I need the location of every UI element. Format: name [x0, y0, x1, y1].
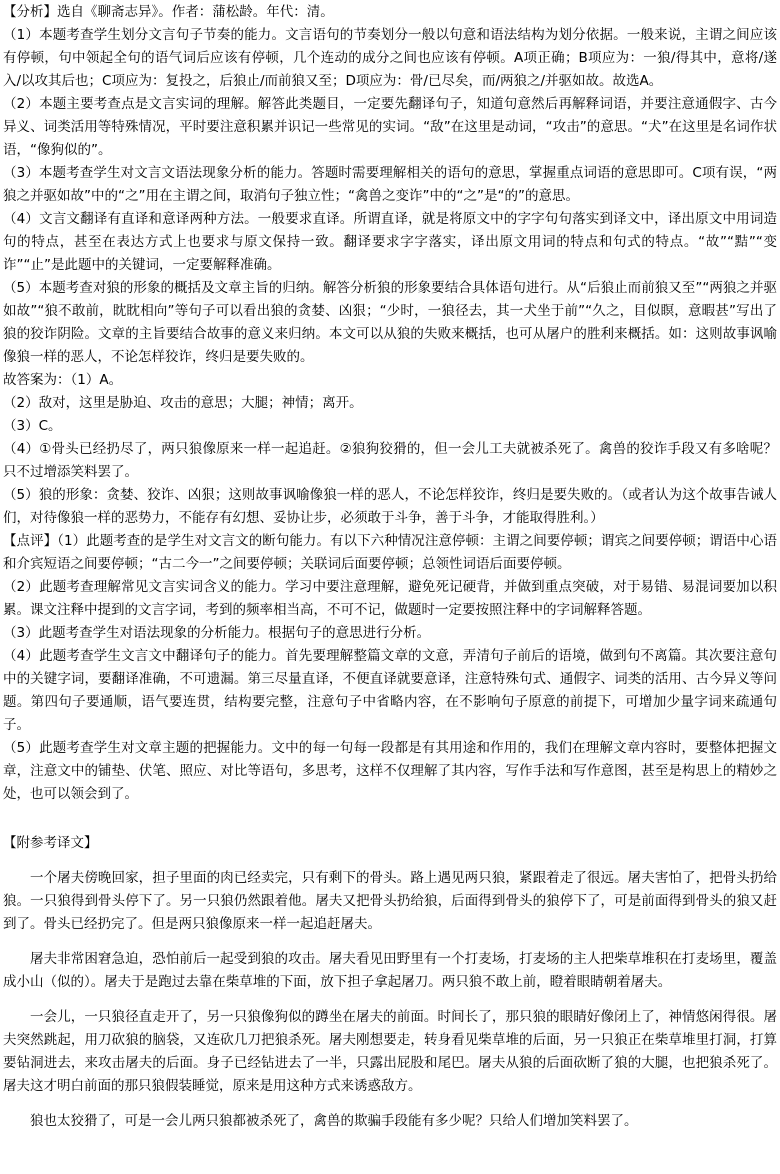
- section-spacer: [3, 806, 777, 832]
- answer-4: （4）①骨头已经扔尽了，两只狼像原来一样一起追赶。②狼狗狡猾的，但一会儿工夫就被杀死了。禽兽的狡诈手段又有多啥呢？只不过增添笑料罢了。: [3, 441, 777, 480]
- paragraph-spacer: [3, 994, 777, 1006]
- comment-section: [3, 530, 777, 806]
- comment-item-2: （2）此题考查理解常见文言实词含义的能力。学习中要注意理解，避免死记硬背，并做到重点突破，对于易错、易混词要加以积累。课文注释中提到的文言字词，考到的频率相当高，不可不记，做题时一定要按照注释中的字词解释答题。: [3, 579, 777, 618]
- answer-1: 故答案为：（1）A。: [3, 372, 123, 388]
- document: [3, 1, 777, 1133]
- translation-heading: 【附参考译文】: [3, 835, 98, 851]
- analysis-item-5: （5）本题考查对狼的形象的概括及文章主旨的归纳。解答分析狼的形象要结合具体语句进行。从“后狼止而前狼又至”“两狼之并驱如故”“狼不敢前，眈眈相向”等句子可以看出狼的贪婪、凶狠；“少时，一狼径去，其一犬坐于前”“久之，目似瞑，意暇甚”写出了狼的狡诈阴险。文章的主旨要结合故事的意义来归纳。本文可以从狼的失败来概括，也可从屠户的胜利来概括。如：这则故事讽喻像狼一样的恶人，不论怎样狡诈，终归是要失败的。: [3, 280, 777, 365]
- comment-item-4: （4）此题考查学生文言文中翻译句子的能力。首先要理解整篇文章的文意，弄清句子前后的语境，做到句不离篇。其次要注意句中的关键字词，要翻译准确，不可遗漏。第三尽量直译，不便直译就要意译，注意特殊句式、通假字、词类的活用、古今异义等问题。第四句子要通顺，语气要连贯，结构要完整，注意句子中省略内容，在不影响句子原意的前提下，可增加少量字词来疏通句子。: [3, 648, 777, 733]
- answer-5: （5）狼的形象：贪婪、狡诈、凶狠；这则故事讽喻像狼一样的恶人，不论怎样狡诈，终归是要失败的。（或者认为这个故事告诫人们，对待像狼一样的恶势力，不能存有幻想、妥协让步，必须敢于斗争，善于斗争，才能取得胜利。）: [3, 487, 777, 526]
- analysis-item-2: （2）本题主要考查点是文言实词的理解。解答此类题目，一定要先翻译句子，知道句意然后再解释词语，并要注意通假字、古今异义、词类活用等特殊情况，平时要注意积累并识记一些常见的实词。“敌”在这里是动词，“攻击”的意思。“犬”在这里是名词作状语，“像狗似的”。: [3, 96, 777, 158]
- heading-spacer: [3, 855, 777, 867]
- analysis-section: [3, 1, 777, 530]
- paragraph-spacer: [3, 1098, 777, 1110]
- translation-paragraph-2: 屠夫非常困窘急迫，恐怕前后一起受到狼的攻击。屠夫看见田野里有一个打麦场，打麦场的主人把柴草堆积在打麦场里，覆盖成小山（似的）。屠夫于是跑过去靠在柴草堆的下面，放下担子拿起屠刀。两只狼不敢上前，瞪着眼睛朝着屠夫。: [3, 951, 777, 990]
- answer-3: （3）C。: [3, 418, 62, 434]
- comment-item-5: （5）此题考查学生对文章主题的把握能力。文中的每一句每一段都是有其用途和作用的，我们在理解文章内容时，要整体把握文章，注意文中的铺垫、伏笔、照应、对比等语句，多思考，这样不仅理解了其内容，写作手法和写作意图，甚至是构思上的精妙之处，也可以领会到了。: [3, 740, 777, 802]
- comment-item-3: （3）此题考查学生对语法现象的分析能力。根据句子的意思进行分析。: [3, 625, 431, 641]
- comment-item-1: 【点评】（1）此题考查的是学生对文言文的断句能力。有以下六种情况注意停顿：主谓之间要停顿；谓宾之间要停顿；谓语中心语和介宾短语之间要停顿；“古二今一”之间要停顿；关联词后面要停顿；总领性词语后面要停顿。: [3, 533, 777, 572]
- translation-section: [3, 832, 777, 1133]
- translation-paragraph-4: 狼也太狡猾了，可是一会儿两只狼都被杀死了，禽兽的欺骗手段能有多少呢？只给人们增加笑料罢了。: [30, 1113, 638, 1129]
- analysis-intro: 【分析】选自《聊斋志异》。作者：蒲松龄。年代：清。: [3, 4, 334, 20]
- analysis-item-1: （1）本题考查学生划分文言句子节奏的能力。文言语句的节奏划分一般以句意和语法结构为划分依据。一般来说，主谓之间应该有停顿，句中领起全句的语气词后应该有停顿，几个连动的成分之间也应该有停顿。A项正确；B项应为：一狼/得其中，意将/遂入/以攻其后也；C项应为：复投之，后狼止/而前狼又至；D项应为：骨/已尽矣，而/两狼之/并驱如故。故选A。: [3, 27, 777, 89]
- analysis-item-3: （3）本题考查学生对文言文语法现象分析的能力。答题时需要理解相关的语句的意思，掌握重点词语的意思即可。C项有误，“两狼之并驱如故”中的“之”用在主谓之间，取消句子独立性；“禽兽之变诈”中的“之”是“的”的意思。: [3, 165, 777, 204]
- paragraph-spacer: [3, 936, 777, 948]
- translation-paragraph-3: 一会儿，一只狼径直走开了，另一只狼像狗似的蹲坐在屠夫的前面。时间长了，那只狼的眼睛好像闭上了，神情悠闲得很。屠夫突然跳起，用刀砍狼的脑袋，又连砍几刀把狼杀死。屠夫刚想要走，转身看见柴草堆的后面，另一只狼正在柴草堆里打洞，打算要钻洞进去，来攻击屠夫的后面。身子已经钻进去了一半，只露出屁股和尾巴。屠夫从狼的后面砍断了狼的大腿，也把狼杀死了。屠夫这才明白前面的那只狼假装睡觉，原来是用这种方式来诱惑敌方。: [3, 1009, 777, 1094]
- answer-2: （2）敌对，这里是胁迫、攻击的意思；大腿；神情；离开。: [3, 395, 363, 411]
- translation-paragraph-1: 一个屠夫傍晚回家，担子里面的肉已经卖完，只有剩下的骨头。路上遇见两只狼，紧跟着走了很远。屠夫害怕了，把骨头扔给狼。一只狼得到骨头停下了。另一只狼仍然跟着他。屠夫又把骨头扔给狼，后面得到骨头的狼停下了，可是前面得到骨头的狼又赶到了。骨头已经扔完了。但是两只狼像原来一样一起追赶屠夫。: [3, 870, 777, 932]
- analysis-item-4: （4）文言文翻译有直译和意译两种方法。一般要求直译。所谓直译，就是将原文中的字字句句落实到译文中，译出原文中用词造句的特点，甚至在表达方式上也要求与原文保持一致。翻译要求字字落实，译出原文用词的特点和句式的特点。“故”“黠”“变诈”“止”是此题中的关键词，一定要解释准确。: [3, 211, 777, 273]
